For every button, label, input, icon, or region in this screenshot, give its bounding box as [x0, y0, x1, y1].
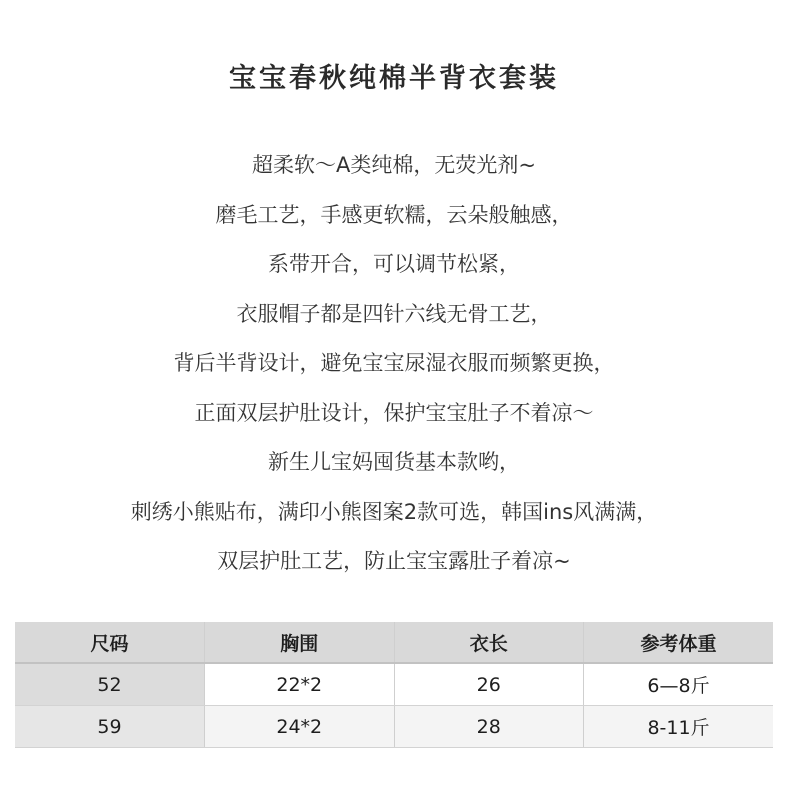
description-line: 衣服帽子都是四针六线无骨工艺， [236, 301, 552, 326]
cell-length: 28 [394, 706, 584, 748]
cell-weight: 8-11斤 [584, 706, 774, 748]
table-header-row [15, 622, 773, 663]
cell-chest: 22*2 [205, 663, 395, 706]
size-table [15, 622, 773, 748]
header-size: 尺码 [15, 622, 205, 663]
description-line: 刺绣小熊贴布，满印小熊图案2款可选，韩国ins风满满， [130, 499, 658, 524]
description-line: 新生儿宝妈囤货基本款哟， [268, 450, 520, 474]
page-title: 宝宝春秋纯棉半背衣套装 [229, 63, 559, 94]
description-line: 双层护肚工艺，防止宝宝露肚子着凉~ [217, 549, 571, 573]
description-line: 磨毛工艺，手感更软糯，云朵般触感， [215, 202, 573, 227]
header-chest: 胸围 [205, 622, 395, 663]
cell-weight: 6—8斤 [584, 663, 774, 706]
description-line: 背后半背设计，避免宝宝尿湿衣服而频繁更换， [173, 351, 615, 375]
cell-chest: 24*2 [205, 706, 395, 748]
cell-size: 59 [15, 706, 205, 748]
description-block [0, 148, 788, 594]
table-row [15, 706, 773, 748]
description-line: 系带开合，可以调节松紧， [268, 252, 520, 276]
table-row [15, 663, 773, 706]
cell-size: 52 [15, 663, 205, 706]
header-weight: 参考体重 [584, 622, 774, 663]
header-length: 衣长 [394, 622, 584, 663]
cell-length: 26 [394, 663, 584, 706]
description-line: 超柔软～A类纯棉，无荧光剂~ [252, 153, 536, 177]
description-line: 正面双层护肚设计，保护宝宝肚子不着凉～ [194, 400, 594, 425]
